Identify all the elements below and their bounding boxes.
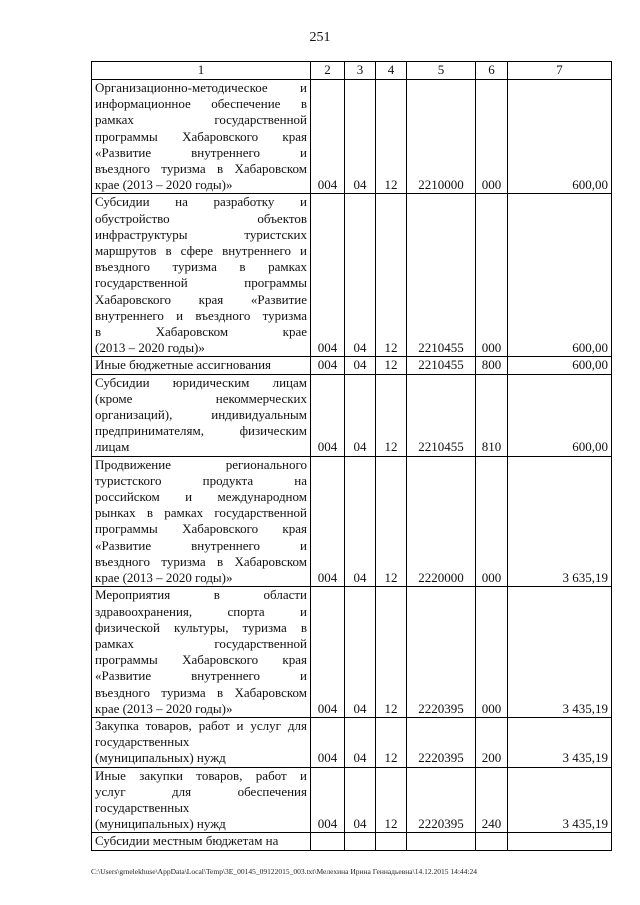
target-article-cell: 2210455 bbox=[407, 374, 476, 456]
item-name-line: Субсидии юридическим лицам bbox=[95, 374, 307, 390]
item-name-line: въездного туризма в Хабаровском bbox=[95, 553, 307, 569]
table-row bbox=[92, 80, 612, 194]
target-article-cell: 2210455 bbox=[407, 194, 476, 357]
table-row bbox=[92, 717, 612, 767]
header-cell: 6 bbox=[476, 62, 508, 80]
target-article-cell: 2220000 bbox=[407, 456, 476, 587]
expense-type-cell: 000 bbox=[476, 194, 508, 357]
section-code-cell: 04 bbox=[345, 80, 376, 194]
item-name-line: программы Хабаровского края bbox=[95, 128, 307, 144]
item-name-line: государственной программы bbox=[95, 275, 307, 291]
section-code-cell: 04 bbox=[345, 374, 376, 456]
item-name-line: здравоохранения, спорта и bbox=[95, 603, 307, 619]
subsection-code-cell: 12 bbox=[376, 357, 407, 374]
department-code-cell: 004 bbox=[311, 587, 345, 718]
table-header-row bbox=[92, 62, 612, 80]
target-article-cell: 2220395 bbox=[407, 717, 476, 767]
item-name-line: Продвижение регионального bbox=[95, 456, 307, 472]
amount-cell: 600,00 bbox=[508, 80, 612, 194]
item-name-line: программы Хабаровского края bbox=[95, 652, 307, 668]
item-name-line: услуг для обеспечения bbox=[95, 783, 307, 799]
item-name-line: туристского продукта на bbox=[95, 472, 307, 488]
item-name-line: (муниципальных) нужд bbox=[95, 816, 226, 832]
amount-cell: 3 435,19 bbox=[508, 587, 612, 718]
section-code-cell: 04 bbox=[345, 767, 376, 833]
item-name-line: Иные закупки товаров, работ и bbox=[95, 767, 307, 783]
expense-type-cell: 800 bbox=[476, 357, 508, 374]
item-name-line: российском и международном bbox=[95, 489, 307, 505]
subsection-code-cell: 12 bbox=[376, 374, 407, 456]
item-name-line: Субсидии местным бюджетам на bbox=[95, 833, 279, 849]
item-name-line: Закупка товаров, работ и услуг для bbox=[95, 717, 307, 733]
department-code-cell: 004 bbox=[311, 357, 345, 374]
subsection-code-cell: 12 bbox=[376, 194, 407, 357]
header-cell: 1 bbox=[92, 62, 311, 80]
subsection-code-cell: 12 bbox=[376, 587, 407, 718]
subsection-code-cell: 12 bbox=[376, 80, 407, 194]
item-name-line: (муниципальных) нужд bbox=[95, 750, 226, 766]
item-name-line: въездного туризма в рамках bbox=[95, 259, 307, 275]
section-code-cell: 04 bbox=[345, 194, 376, 357]
item-name-cell bbox=[92, 767, 311, 833]
table-row bbox=[92, 587, 612, 718]
subsection-code-cell: 12 bbox=[376, 717, 407, 767]
item-name-line: обустройство объектов bbox=[95, 210, 307, 226]
item-name-cell bbox=[92, 456, 311, 587]
item-name-line: крае (2013 – 2020 годы)» bbox=[95, 177, 233, 193]
item-name-cell bbox=[92, 80, 311, 194]
amount-cell: 600,00 bbox=[508, 194, 612, 357]
item-name-line: крае (2013 – 2020 годы)» bbox=[95, 570, 233, 586]
department-code-cell: 004 bbox=[311, 767, 345, 833]
table-row bbox=[92, 833, 612, 850]
item-name-line: физической культуры, туризма в bbox=[95, 619, 307, 635]
subsection-code-cell bbox=[376, 833, 407, 850]
item-name-line: въездного туризма в Хабаровском bbox=[95, 161, 307, 177]
department-code-cell bbox=[311, 833, 345, 850]
item-name-line: «Развитие внутреннего и bbox=[95, 144, 307, 160]
file-path-footer: C:\Users\grnelekhuse\AppData\Local\Temp\3E_00145_09122015_003.txt\Мелехина Ирина Геннадьевна\14.12.2015 14:44:24 bbox=[91, 867, 478, 876]
department-code-cell: 004 bbox=[311, 194, 345, 357]
expense-type-cell: 000 bbox=[476, 456, 508, 587]
item-name-cell bbox=[92, 717, 311, 767]
amount-cell: 600,00 bbox=[508, 374, 612, 456]
amount-cell bbox=[508, 833, 612, 850]
item-name-line: (кроме некоммерческих bbox=[95, 390, 307, 406]
item-name-line: предпринимателям, физическим bbox=[95, 423, 307, 439]
expense-type-cell: 000 bbox=[476, 587, 508, 718]
section-code-cell: 04 bbox=[345, 357, 376, 374]
table-row bbox=[92, 456, 612, 587]
item-name-line: Мероприятия в области bbox=[95, 587, 307, 603]
item-name-line: информационное обеспечение в bbox=[95, 96, 307, 112]
expense-type-cell: 200 bbox=[476, 717, 508, 767]
item-name-line: лицам bbox=[95, 439, 130, 455]
item-name-line: «Развитие внутреннего и bbox=[95, 668, 307, 684]
subsection-code-cell: 12 bbox=[376, 767, 407, 833]
expense-type-cell: 810 bbox=[476, 374, 508, 456]
subsection-code-cell: 12 bbox=[376, 456, 407, 587]
item-name-line: (2013 – 2020 годы)» bbox=[95, 340, 205, 356]
item-name-line: инфраструктуры туристских bbox=[95, 226, 307, 242]
target-article-cell: 2220395 bbox=[407, 767, 476, 833]
item-name-line: рамках государственной bbox=[95, 112, 307, 128]
item-name-cell bbox=[92, 833, 311, 850]
amount-cell: 3 435,19 bbox=[508, 717, 612, 767]
department-code-cell: 004 bbox=[311, 374, 345, 456]
item-name-cell bbox=[92, 194, 311, 357]
header-cell: 2 bbox=[311, 62, 345, 80]
item-name-line: государственных bbox=[95, 799, 190, 815]
department-code-cell: 004 bbox=[311, 80, 345, 194]
table-row bbox=[92, 357, 612, 374]
item-name-cell bbox=[92, 587, 311, 718]
item-name-line: программы Хабаровского края bbox=[95, 521, 307, 537]
section-code-cell: 04 bbox=[345, 456, 376, 587]
section-code-cell bbox=[345, 833, 376, 850]
section-code-cell: 04 bbox=[345, 587, 376, 718]
target-article-cell: 2220395 bbox=[407, 587, 476, 718]
department-code-cell: 004 bbox=[311, 717, 345, 767]
amount-cell: 3 435,19 bbox=[508, 767, 612, 833]
section-code-cell: 04 bbox=[345, 717, 376, 767]
expense-type-cell bbox=[476, 833, 508, 850]
item-name-line: Субсидии на разработку и bbox=[95, 194, 307, 210]
item-name-line: организаций), индивидуальным bbox=[95, 407, 307, 423]
table-row bbox=[92, 374, 612, 456]
header-cell: 4 bbox=[376, 62, 407, 80]
header-cell: 5 bbox=[407, 62, 476, 80]
item-name-line: государственных bbox=[95, 734, 190, 750]
target-article-cell bbox=[407, 833, 476, 850]
item-name-line: в Хабаровском крае bbox=[95, 324, 307, 340]
expense-type-cell: 240 bbox=[476, 767, 508, 833]
item-name-line: рамках государственной bbox=[95, 635, 307, 651]
department-code-cell: 004 bbox=[311, 456, 345, 587]
table-row bbox=[92, 194, 612, 357]
item-name-line: Хабаровского края «Развитие bbox=[95, 291, 307, 307]
item-name-line: Иные бюджетные ассигнования bbox=[95, 357, 272, 373]
item-name-line: крае (2013 – 2020 годы)» bbox=[95, 700, 233, 716]
header-cell: 7 bbox=[508, 62, 612, 80]
expense-type-cell: 000 bbox=[476, 80, 508, 194]
item-name-line: рынках в рамках государственной bbox=[95, 505, 307, 521]
budget-table bbox=[91, 61, 612, 851]
item-name-cell bbox=[92, 357, 311, 374]
item-name-cell bbox=[92, 374, 311, 456]
item-name-line: маршрутов в сфере внутреннего и bbox=[95, 243, 307, 259]
item-name-line: Организационно-методическое и bbox=[95, 80, 307, 95]
target-article-cell: 2210455 bbox=[407, 357, 476, 374]
page-number: 251 bbox=[309, 30, 331, 45]
item-name-line: внутреннего и въездного туризма bbox=[95, 307, 307, 323]
amount-cell: 600,00 bbox=[508, 357, 612, 374]
header-cell: 3 bbox=[345, 62, 376, 80]
target-article-cell: 2210000 bbox=[407, 80, 476, 194]
item-name-line: въездного туризма в Хабаровском bbox=[95, 684, 307, 700]
item-name-line: «Развитие внутреннего и bbox=[95, 537, 307, 553]
table-row bbox=[92, 767, 612, 833]
amount-cell: 3 635,19 bbox=[508, 456, 612, 587]
